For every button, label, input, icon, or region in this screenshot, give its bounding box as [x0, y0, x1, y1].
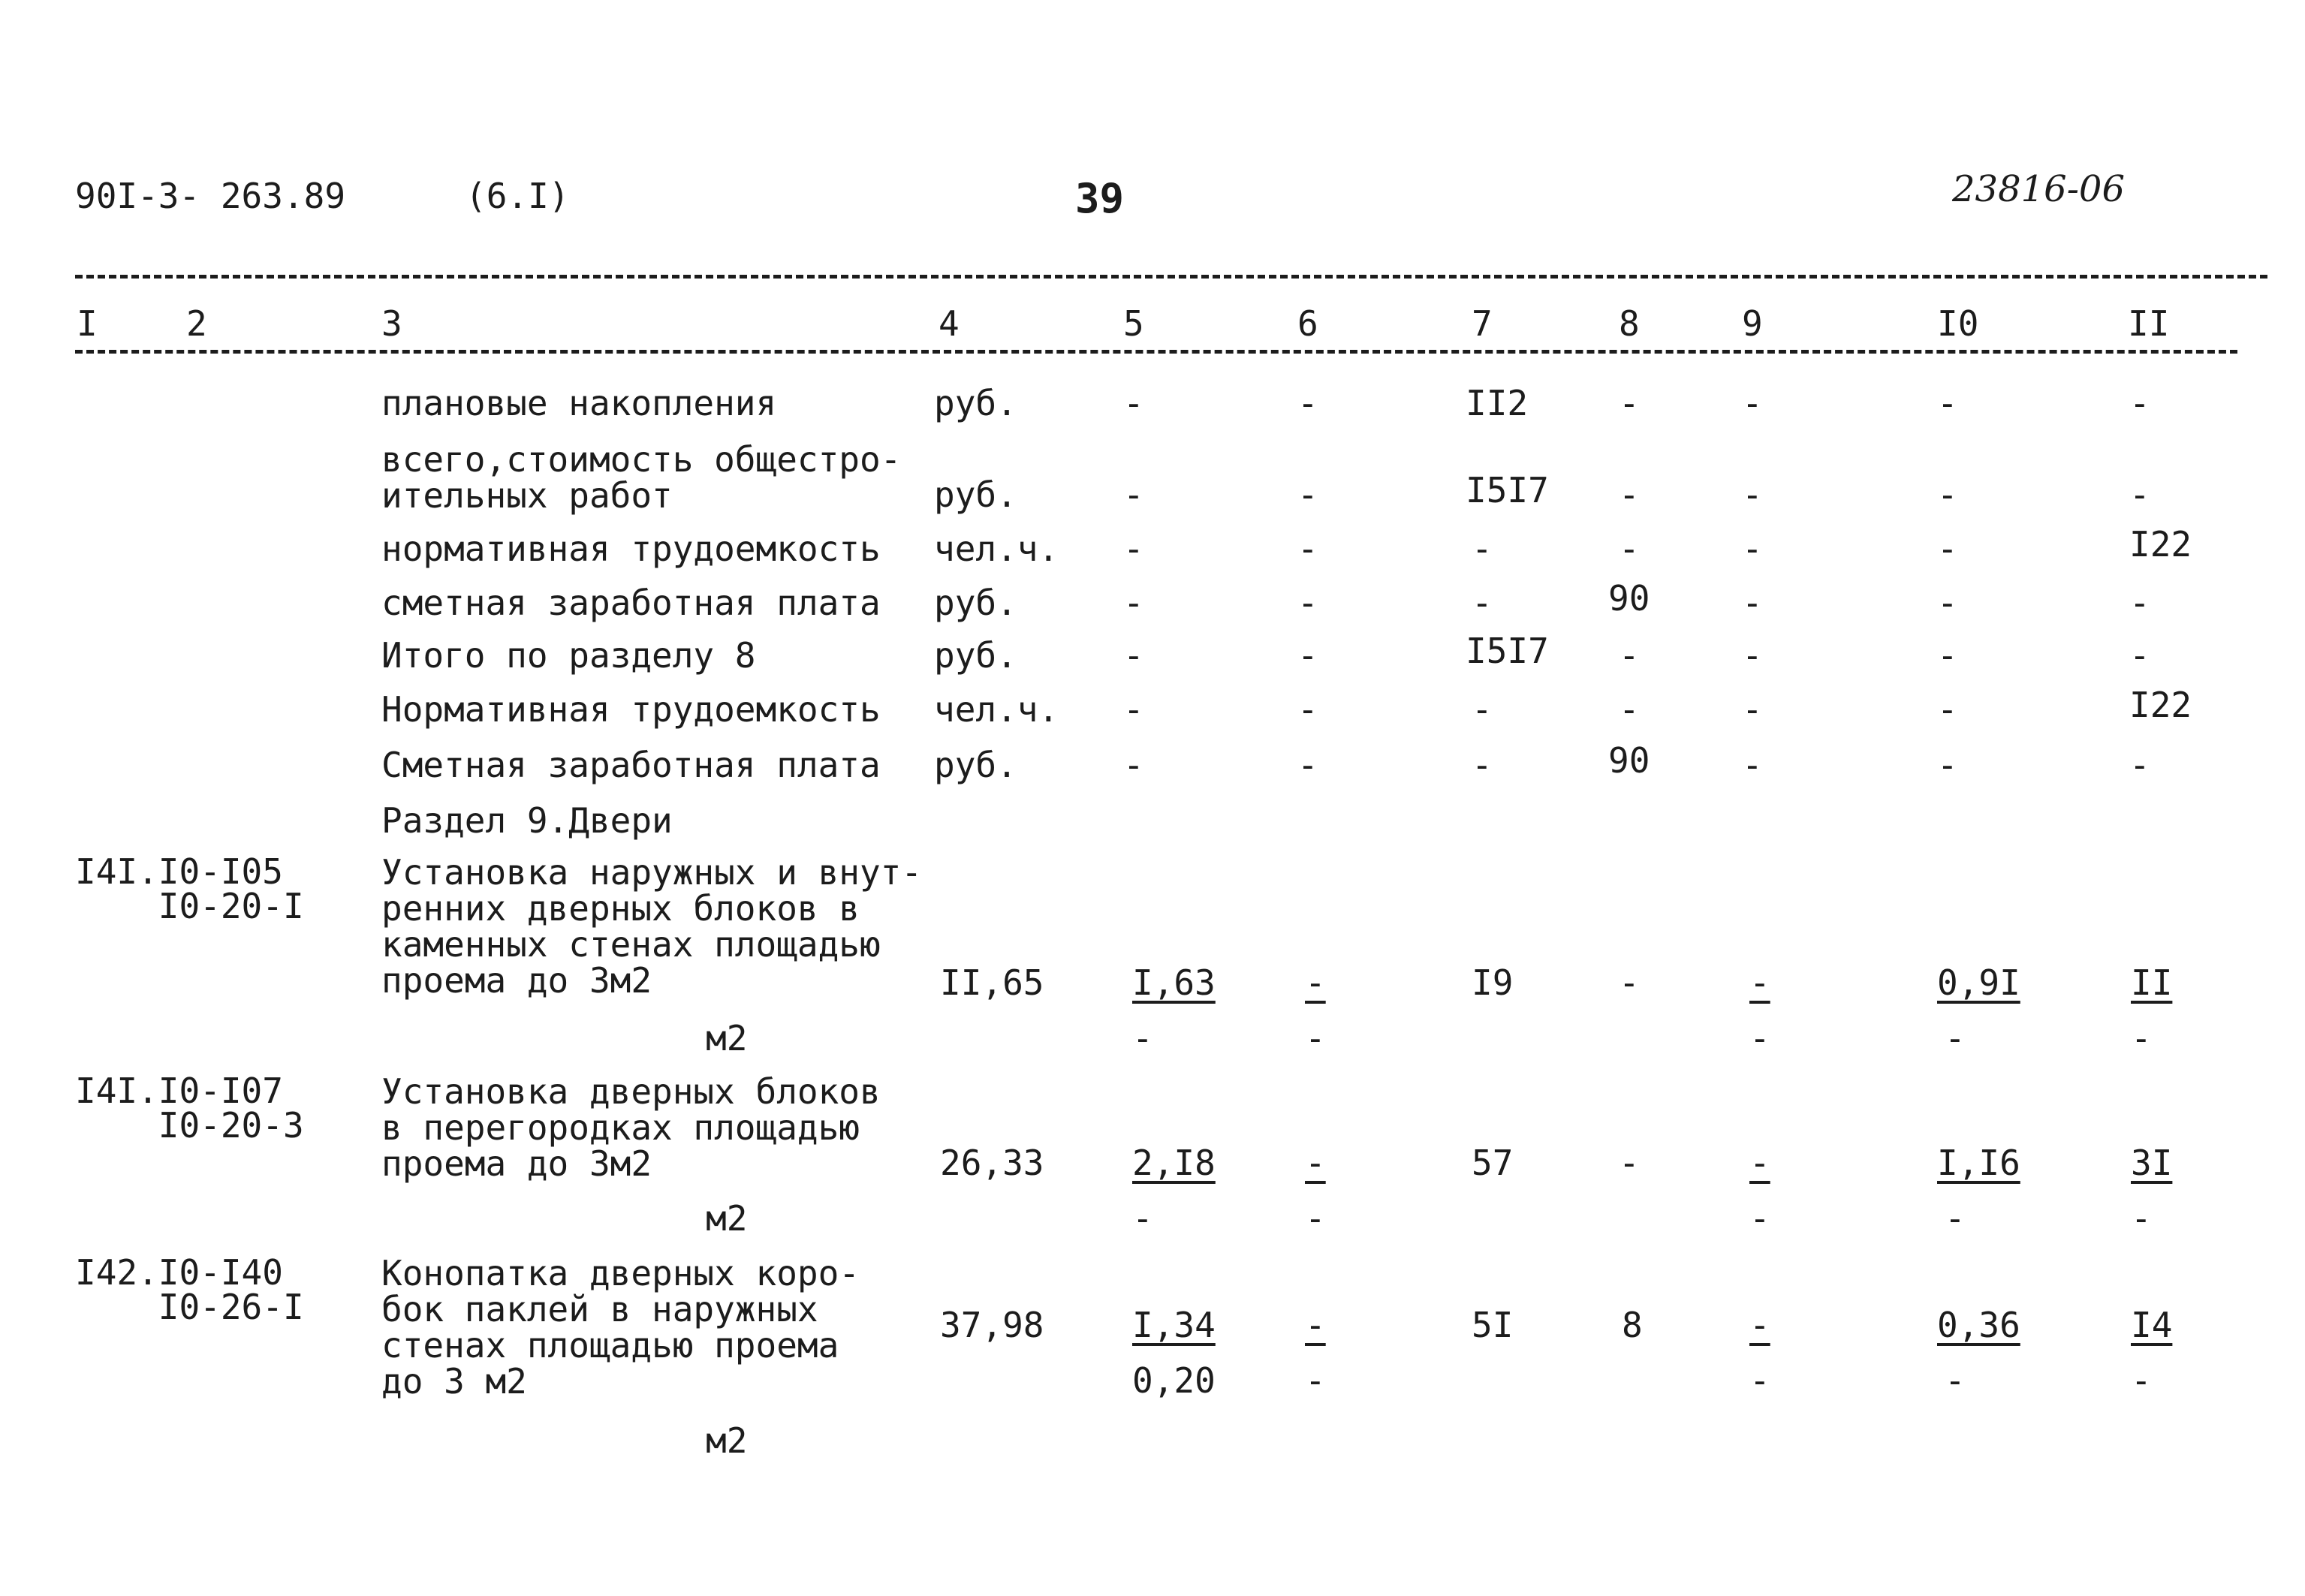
item-name: Установка дверных блоков в перегородках площадью проема до 3м2 — [381, 1071, 881, 1184]
cell-col5: - — [1123, 635, 1144, 676]
col-number-4: 4 — [939, 303, 960, 344]
item-unit: м2 — [706, 1420, 748, 1461]
cell-col9: - — [1742, 583, 1763, 623]
cell-col11: - — [2129, 474, 2150, 515]
cell-col11-upper: I4 — [2131, 1305, 2173, 1345]
cell-col8: - — [1619, 383, 1640, 423]
cell-col9: - — [1742, 383, 1763, 423]
cell-col8: - — [1619, 635, 1640, 676]
cell-col7: - — [1472, 745, 1493, 785]
cell-col10-lower: - — [1945, 1360, 1966, 1401]
cell-col6-upper: - — [1305, 1143, 1326, 1183]
cell-col10-lower: - — [1945, 1018, 1966, 1058]
cell-col6: - — [1297, 474, 1318, 515]
item-code: I42.I0-I40 I0-26-I — [75, 1252, 304, 1327]
cell-col8: - — [1619, 962, 1640, 1003]
cell-col10: - — [1937, 474, 1958, 515]
cell-col10: - — [1937, 383, 1958, 423]
item-code: I4I.I0-I05 I0-20-I — [75, 851, 304, 926]
cell-col8: - — [1619, 1143, 1640, 1183]
cell-col8: 90 — [1608, 740, 1650, 781]
cell-col5: - — [1123, 528, 1144, 569]
item-quantity: II,65 — [940, 962, 1044, 1003]
cell-col9-lower: - — [1749, 1360, 1770, 1401]
row-unit: руб. — [934, 383, 1017, 423]
cell-col9-upper: - — [1749, 1305, 1770, 1345]
col-number-3: 3 — [381, 303, 402, 344]
cell-col9: - — [1742, 528, 1763, 569]
cell-col5: - — [1123, 583, 1144, 623]
cell-col9: - — [1742, 689, 1763, 730]
cell-col8: 90 — [1608, 578, 1650, 619]
item-quantity: 37,98 — [940, 1305, 1044, 1345]
row-name: Нормативная трудоемкость — [381, 689, 881, 730]
cell-col6: - — [1297, 635, 1318, 676]
table-top-rule — [75, 275, 2267, 279]
cell-col6-upper: - — [1305, 962, 1326, 1003]
cell-col11: I22 — [2129, 524, 2192, 565]
archive-number: 23816-06 — [1952, 168, 2125, 210]
cell-col7: I9 — [1472, 962, 1514, 1003]
row-unit: руб. — [934, 474, 1017, 515]
col-number-2: 2 — [186, 303, 207, 344]
cell-col11: - — [2129, 583, 2150, 623]
cell-col6: - — [1297, 583, 1318, 623]
cell-col6-lower: - — [1305, 1198, 1326, 1239]
cell-col7: - — [1472, 583, 1493, 623]
cell-col9: - — [1742, 745, 1763, 785]
section-title: Раздел 9.Двери — [381, 800, 673, 841]
cell-col10: - — [1937, 583, 1958, 623]
cell-col9: - — [1742, 635, 1763, 676]
cell-col11-upper: 3I — [2131, 1143, 2173, 1183]
row-unit: руб. — [934, 745, 1017, 785]
cell-col11: - — [2129, 383, 2150, 423]
cell-col6-lower: - — [1305, 1360, 1326, 1401]
cell-col6-upper: - — [1305, 1305, 1326, 1345]
cell-col6: - — [1297, 745, 1318, 785]
col-number-8: 8 — [1619, 303, 1640, 344]
cell-col7: I5I7 — [1466, 631, 1549, 671]
cell-col7: - — [1472, 528, 1493, 569]
cell-col9-upper: - — [1749, 962, 1770, 1003]
item-name: Установка наружных и внут- ренних дверных блоков в каменных стенах площадью проема до 3м2 — [381, 852, 923, 1001]
row-name: Итого по разделу 8 — [381, 635, 756, 676]
cell-col5: - — [1123, 474, 1144, 515]
row-name: плановые накопления — [381, 383, 777, 423]
cell-col8: - — [1619, 528, 1640, 569]
cell-col11: - — [2129, 745, 2150, 785]
cell-col7: - — [1472, 689, 1493, 730]
col-number-9: 9 — [1742, 303, 1763, 344]
item-code: I4I.I0-I07 I0-20-3 — [75, 1071, 304, 1146]
cell-col10-upper: 0,36 — [1937, 1305, 2020, 1345]
col-number-11: II — [2128, 303, 2170, 344]
cell-col6-lower: - — [1305, 1018, 1326, 1058]
cell-col9-lower: - — [1749, 1018, 1770, 1058]
row-name: Сметная заработная плата — [381, 745, 881, 785]
cell-col10-lower: - — [1945, 1198, 1966, 1239]
cell-col6: - — [1297, 689, 1318, 730]
cell-col5-lower: - — [1132, 1018, 1153, 1058]
cell-col9: - — [1742, 474, 1763, 515]
item-quantity: 26,33 — [940, 1143, 1044, 1183]
cell-col11-lower: - — [2131, 1198, 2152, 1239]
cell-col8: 8 — [1622, 1305, 1643, 1345]
item-unit: м2 — [706, 1018, 748, 1058]
cell-col8: - — [1619, 689, 1640, 730]
cell-col7: I5I7 — [1466, 470, 1549, 510]
cell-col10: - — [1937, 689, 1958, 730]
cell-col8: - — [1619, 474, 1640, 515]
col-number-6: 6 — [1297, 303, 1318, 344]
col-number-5: 5 — [1123, 303, 1144, 344]
cell-col5: - — [1123, 745, 1144, 785]
col-number-1: I — [77, 303, 98, 344]
cell-col7: 5I — [1472, 1305, 1514, 1345]
row-unit: руб. — [934, 635, 1017, 676]
cell-col11-lower: - — [2131, 1360, 2152, 1401]
cell-col11: I22 — [2129, 685, 2192, 725]
cell-col7: 57 — [1472, 1143, 1514, 1183]
section-code: (6.I) — [466, 176, 570, 216]
header-bottom-rule — [75, 350, 2237, 354]
cell-col5: - — [1123, 383, 1144, 423]
row-name: сметная заработная плата — [381, 583, 881, 623]
col-number-7: 7 — [1472, 303, 1493, 344]
cell-col10: - — [1937, 745, 1958, 785]
item-name: Конопатка дверных коро- бок паклей в наружных стенах площадью проема до 3 м2 — [381, 1253, 860, 1402]
cell-col10-upper: 0,9I — [1937, 962, 2020, 1003]
row-name: нормативная трудоемкость — [381, 528, 881, 569]
row-unit: руб. — [934, 583, 1017, 623]
cell-col5-upper: I,34 — [1132, 1305, 1216, 1345]
cell-col10: - — [1937, 528, 1958, 569]
document-code: 90I-3- 263.89 — [75, 176, 346, 216]
cell-col10-upper: I,I6 — [1937, 1143, 2020, 1183]
cell-col10: - — [1937, 635, 1958, 676]
cell-col9-upper: - — [1749, 1143, 1770, 1183]
row-name: всего,стоимость общестро- ительных работ — [381, 439, 902, 516]
item-unit: м2 — [706, 1198, 748, 1239]
page-number: 39 — [1075, 175, 1125, 222]
row-unit: чел.ч. — [934, 689, 1059, 730]
cell-col9-lower: - — [1749, 1198, 1770, 1239]
row-unit: чел.ч. — [934, 528, 1059, 569]
cell-col11-upper: II — [2131, 962, 2173, 1003]
cell-col5-lower: - — [1132, 1198, 1153, 1239]
cell-col6: - — [1297, 528, 1318, 569]
cell-col5-upper: 2,I8 — [1132, 1143, 1216, 1183]
col-number-10: I0 — [1937, 303, 1979, 344]
cell-col7: II2 — [1466, 383, 1529, 423]
cell-col11: - — [2129, 635, 2150, 676]
cell-col5-lower: 0,20 — [1132, 1360, 1216, 1401]
cell-col6: - — [1297, 383, 1318, 423]
cell-col5-upper: I,63 — [1132, 962, 1216, 1003]
cell-col5: - — [1123, 689, 1144, 730]
cell-col11-lower: - — [2131, 1018, 2152, 1058]
